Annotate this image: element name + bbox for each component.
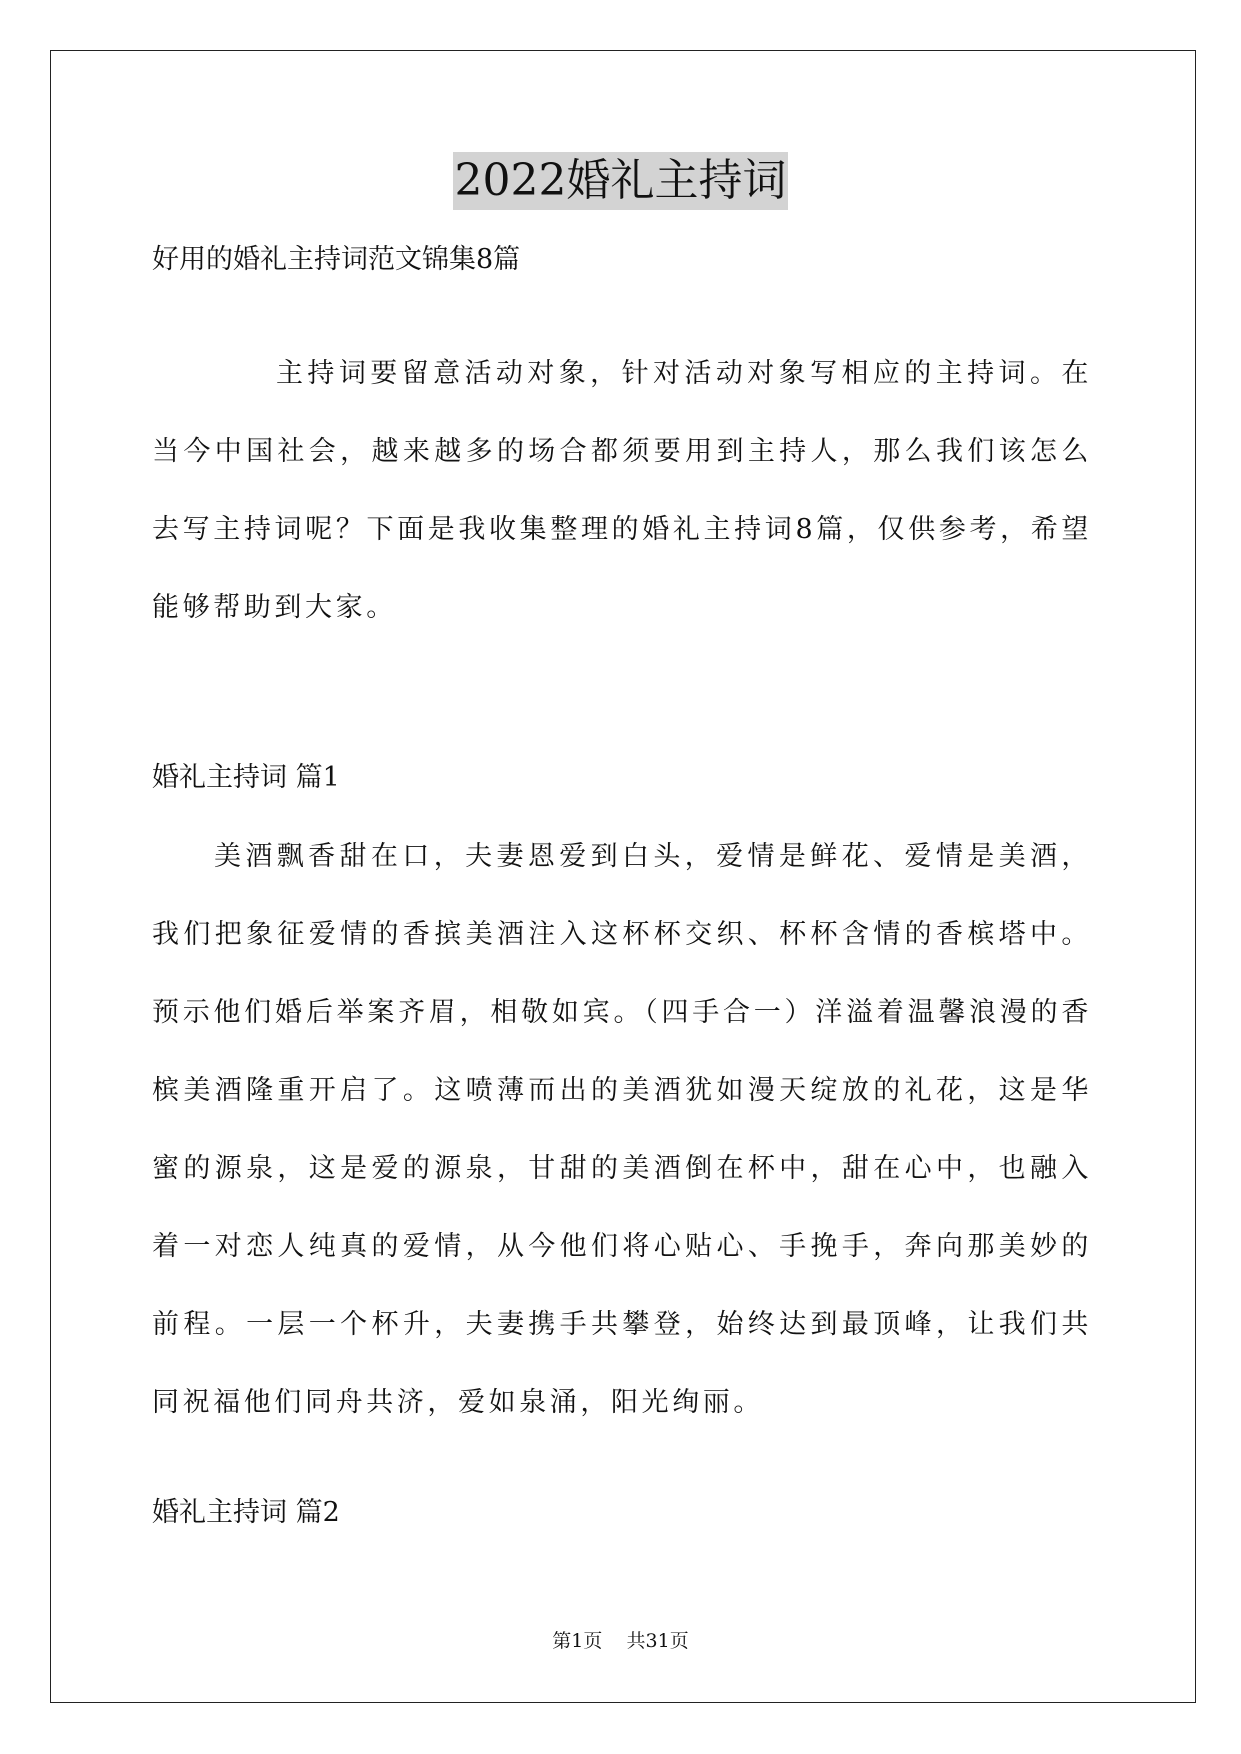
title-container <box>0 152 1241 210</box>
document-subtitle: 好用的婚礼主持词范文锦集8篇 <box>152 244 521 275</box>
section-body-1: 美酒飘香甜在口，夫妻恩爱到白头，爱情是鲜花、爱情是美酒，我们把象征爱情的香摈美酒注入这杯杯交织、杯杯含情的香槟塔中。预示他们婚后举案齐眉，相敬如宾。（四手合一）洋溢着温馨浪漫的香槟美酒隆重开启了。这喷薄而出的美酒犹如漫天绽放的礼花，这是华蜜的源泉，这是爱的源泉，甘甜的美酒倒在杯中，甜在心中，也融入着一对恋人纯真的爱情，从今他们将心贴心、手挽手，奔向那美妙的前程。一层一个杯升，夫妻携手共攀登，始终达到最顶峰，让我们共同祝福他们同舟共济，爱如泉涌，阳光绚丽。 <box>152 841 1092 1418</box>
document-title: 2022婚礼主持词 <box>453 152 789 210</box>
page-footer <box>0 1628 1241 1654</box>
intro-paragraph: 主持词要留意活动对象，针对活动对象写相应的主持词。在当今中国社会，越来越多的场合都须要用到主持人，那么我们该怎么去写主持词呢？下面是我收集整理的婚礼主持词8篇，仅供参考，希望能够帮助到大家。 <box>152 358 1092 623</box>
section-heading-2: 婚礼主持词 篇2 <box>152 1497 340 1528</box>
page-number: 第1页 <box>552 1630 603 1652</box>
section-heading-1: 婚礼主持词 篇1 <box>152 762 340 793</box>
page-total: 共31页 <box>626 1630 689 1652</box>
